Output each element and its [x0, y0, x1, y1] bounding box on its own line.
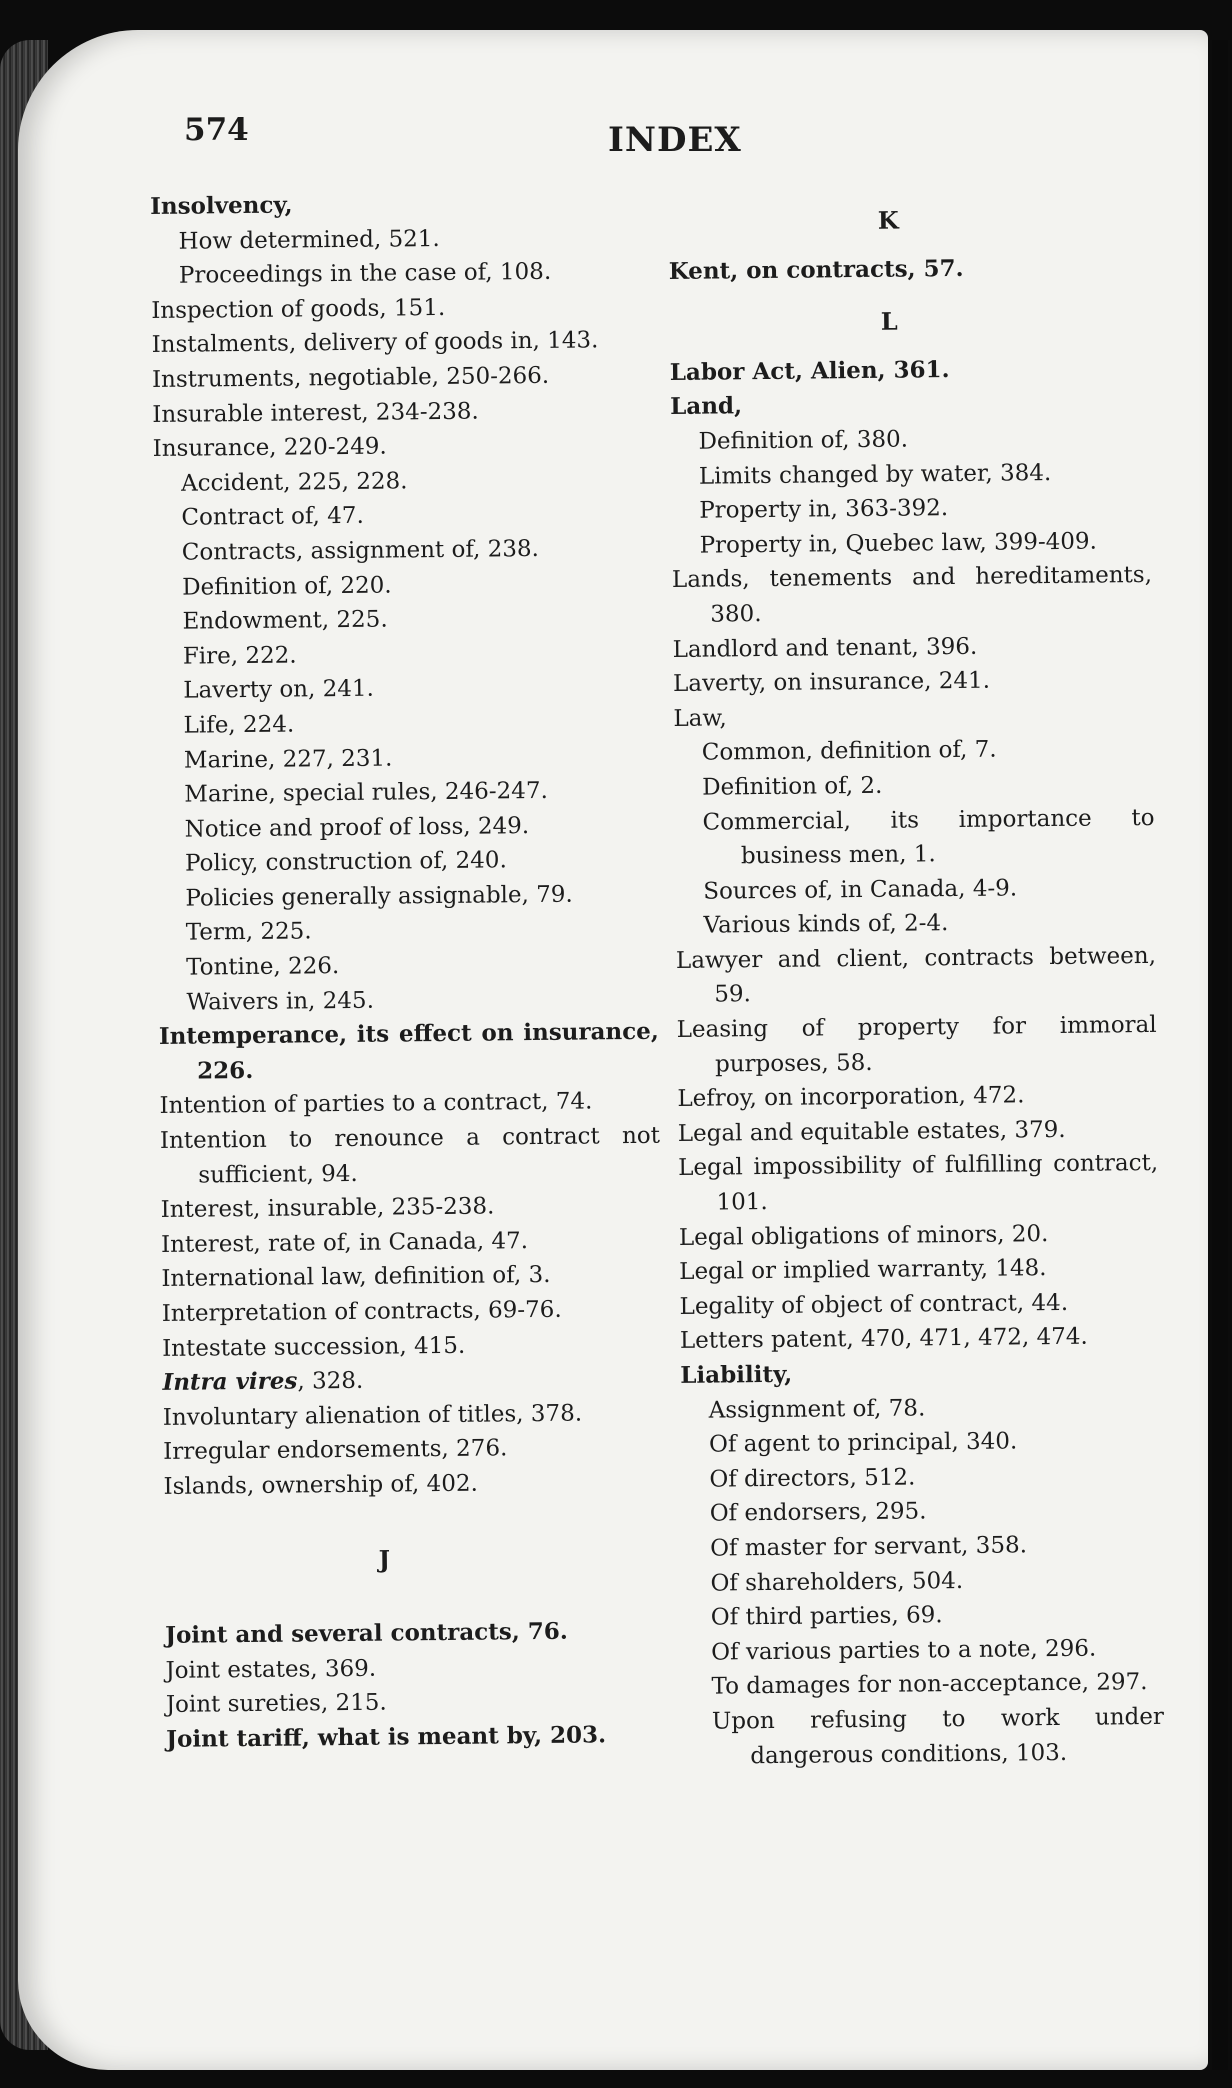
index-entry: Joint and several contracts, 76. — [164, 1617, 568, 1650]
index-subentry: Life, 224. — [183, 711, 295, 739]
index-subentry: Marine, special rules, 246-247. — [184, 777, 548, 808]
index-entry: Legal or implied warranty, 148. — [679, 1255, 1047, 1286]
index-subentry: Contracts, assignment of, 238. — [181, 535, 540, 566]
index-subentry: Sources of, in Canada, 4-9. — [703, 875, 1018, 905]
index-subentry: Contract of, 47. — [181, 503, 364, 532]
index-entry: Irregular endorsements, 276. — [163, 1435, 508, 1466]
index-subentry: Definition of, 2. — [702, 772, 883, 801]
index-entry: Joint sureties, 215. — [165, 1689, 387, 1719]
index-entry: Legal and equitable estates, 379. — [677, 1116, 1066, 1147]
index-entry: Intention of parties to a contract, 74. — [159, 1088, 593, 1120]
index-entry: Interest, insurable, 235-238. — [160, 1193, 495, 1224]
index-subentry: Proceedings in the case of, 108. — [178, 258, 552, 289]
index-subentry: Tontine, 226. — [186, 953, 340, 981]
index-subentry: Laverty on, 241. — [183, 675, 375, 704]
index-subentry: Endowment, 225. — [182, 606, 388, 635]
index-entry: Legal impossibility of fulfilling contract, 101. — [678, 1150, 1159, 1216]
index-subentry: Policy, construction of, 240. — [184, 847, 507, 877]
section-letter-l: L — [880, 306, 898, 336]
index-entry: Interest, rate of, in Canada, 47. — [160, 1227, 529, 1258]
index-subentry: Marine, 227, 231. — [183, 744, 393, 774]
index-entry: Law, — [673, 705, 727, 732]
index-subentry: Policies generally assignable, 79. — [185, 881, 573, 912]
index-subentry: Commercial, its importance to business men, 1. — [702, 804, 1155, 870]
index-entry: Lands, tenements and hereditaments, 380. — [671, 562, 1153, 628]
italic-term: Intra vires — [162, 1367, 298, 1397]
index-entry-intra-vires — [162, 1361, 662, 1401]
index-subentry: Of endorsers, 295. — [709, 1498, 927, 1528]
index-entry: Instruments, negotiable, 250-266. — [151, 362, 550, 393]
index-entry: Joint estates, 369. — [165, 1655, 377, 1684]
index-entry: Kent, on contracts, 57. — [668, 254, 964, 285]
index-entry: Insolvency, — [150, 191, 293, 220]
index-entry: Involuntary alienation of titles, 378. — [162, 1400, 583, 1431]
index-entry: Islands, ownership of, 402. — [163, 1470, 478, 1500]
index-entry: Liability, — [680, 1360, 793, 1389]
index-entry: Letters patent, 470, 471, 472, 474. — [679, 1324, 1088, 1355]
index-column-left — [150, 185, 666, 1758]
index-column-right — [668, 195, 1164, 1774]
index-subentry: To damages for non-acceptance, 297. — [711, 1669, 1148, 1700]
index-entry: Interpretation of contracts, 69-76. — [161, 1296, 562, 1327]
index-entry: Intention to renounce a contract not sufficient, 94. — [159, 1122, 661, 1189]
index-entry: Land, — [670, 392, 743, 421]
index-entry: Legal obligations of minors, 20. — [678, 1220, 1049, 1251]
index-subentry: Limits changed by water, 384. — [698, 459, 1052, 490]
section-letter-k: K — [877, 205, 899, 235]
index-entry: Joint tariff, what is meant by, 203. — [166, 1721, 607, 1753]
index-entry: Inspection of goods, 151. — [151, 294, 446, 324]
index-subentry: Upon refusing to work under dangerous conditions, 103. — [711, 1703, 1165, 1769]
index-subentry: Definition of, 220. — [182, 572, 392, 601]
index-subentry: Various kinds of, 2-4. — [703, 910, 949, 939]
index-entry: Insurable interest, 234-238. — [152, 398, 479, 428]
index-subentry: Property in, 363-392. — [699, 495, 949, 524]
index-subentry: Accident, 225, 228. — [180, 468, 408, 497]
index-subentry: Of master for servant, 358. — [709, 1532, 1028, 1562]
index-subentry: Common, definition of, 7. — [701, 736, 997, 766]
section-letter-j: J — [378, 1544, 391, 1574]
index-subentry: Of third parties, 69. — [710, 1602, 943, 1631]
page-number: 574 — [184, 112, 249, 148]
index-subentry: Of directors, 512. — [709, 1464, 916, 1493]
index-subentry: Assignment of, 78. — [708, 1394, 926, 1424]
index-subentry: Property in, Quebec law, 399-409. — [699, 528, 1098, 559]
index-entry: Lawyer and client, contracts between, 59. — [675, 942, 1157, 1009]
index-entry: Labor Act, Alien, 361. — [669, 355, 950, 386]
index-entry: Insurance, 220-249. — [152, 433, 387, 463]
index-entry: Landlord and tenant, 396. — [672, 633, 978, 663]
index-subentry: Of various parties to a note, 296. — [711, 1635, 1097, 1666]
index-entry: International law, definition of, 3. — [161, 1262, 551, 1293]
index-entry: Legality of object of contract, 44. — [679, 1289, 1069, 1320]
index-subentry: Of shareholders, 504. — [710, 1567, 964, 1597]
index-subentry: Waivers in, 245. — [186, 987, 375, 1016]
index-entry: Intestate succession, 415. — [161, 1332, 466, 1362]
index-entry: Instalments, delivery of goods in, 143. — [151, 327, 599, 359]
index-subentry: Definition of, 380. — [698, 426, 909, 455]
page-right-edge — [1212, 40, 1228, 2070]
index-subentry: Notice and proof of loss, 249. — [184, 812, 530, 843]
index-subentry: Of agent to principal, 340. — [708, 1428, 1018, 1458]
running-head: INDEX — [608, 120, 742, 160]
index-entry: Intemperance, its effect on insurance, 226. — [158, 1017, 659, 1085]
entry-pages: , 328. — [297, 1368, 364, 1395]
index-entry: Lefroy, on incorporation, 472. — [677, 1082, 1025, 1113]
index-subentry: Fire, 222. — [182, 642, 297, 670]
index-entry: Laverty, on insurance, 241. — [672, 667, 991, 698]
index-subentry: How determined, 521. — [178, 225, 440, 255]
index-subentry: Term, 225. — [185, 918, 312, 947]
index-entry: Leasing of property for immoral purposes, 58. — [676, 1011, 1157, 1078]
